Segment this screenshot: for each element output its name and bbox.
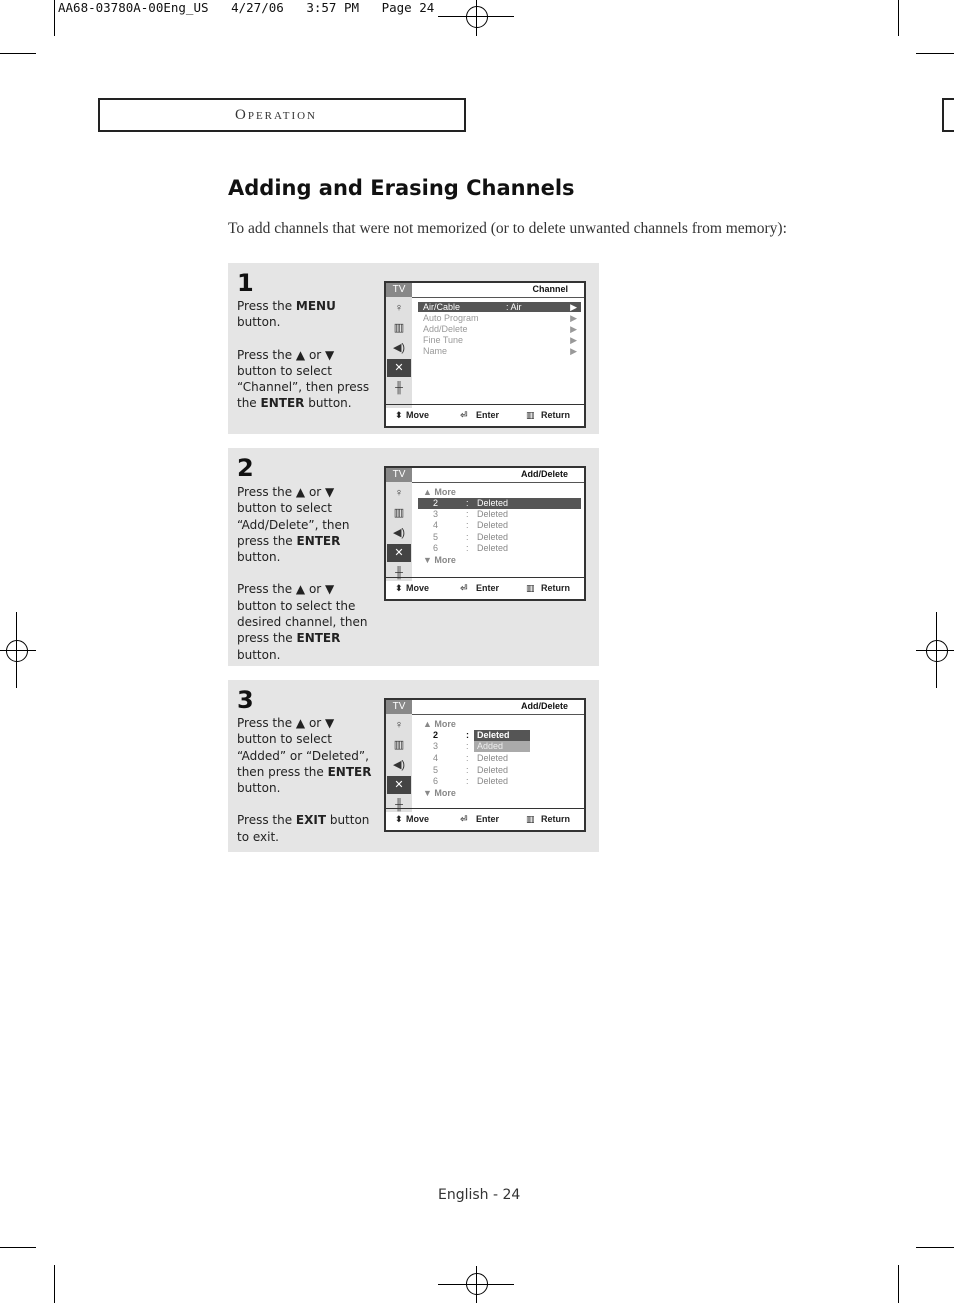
crop-mark [54, 1265, 55, 1303]
channel-row: 3 : Added [418, 741, 581, 752]
sound-icon: ◀) [392, 527, 406, 539]
menu-row-air-cable: Air/Cable : Air ▶ [418, 302, 581, 312]
channel-row: 2 : Deleted [418, 730, 581, 741]
osd-screen-add-delete [384, 466, 586, 601]
move-icon: ⬍ [395, 814, 403, 824]
return-icon: ▥ [526, 583, 535, 593]
setup-icon: ▥ [393, 739, 405, 751]
step-number: 1 [237, 269, 254, 297]
channel-row: 5 : Deleted [433, 532, 509, 542]
step-number: 2 [237, 454, 254, 482]
osd-screen-channel [384, 281, 586, 428]
step-2 [228, 448, 599, 666]
osd-title: Add/Delete [520, 701, 568, 711]
enter-icon: ⏎ [460, 583, 468, 593]
setup-icon: ▥ [393, 322, 405, 334]
menu-row-add-delete: Add/Delete ▶ [423, 324, 577, 334]
step-instructions: Press the MENU button. Press the ▲ or ▼ button to select “Channel”, then press the ENTER button. [237, 299, 370, 411]
picture-icon: ♀ [394, 719, 404, 731]
page-footer: English - 24 [438, 1187, 521, 1203]
crop-mark [898, 0, 899, 36]
sound-icon: ◀) [392, 759, 406, 771]
edge-tab [942, 98, 954, 132]
tv-label: TV [386, 283, 412, 297]
sound-icon: ◀) [392, 342, 406, 354]
step-number: 3 [237, 686, 254, 714]
channel-icon: ✕ [387, 776, 411, 794]
menu-row-auto-program: Auto Program ▶ [423, 313, 577, 323]
registration-mark [926, 640, 948, 662]
crop-mark [916, 53, 954, 54]
crop-mark [916, 1247, 954, 1248]
input-icon: ╫ [395, 567, 403, 579]
step-3 [228, 680, 599, 852]
osd-screen-add-delete-edit [384, 698, 586, 832]
intro-text: To add channels that were not memorized (or to delete unwanted channels from memory): [228, 220, 787, 237]
channel-row: 4 : Deleted [433, 520, 509, 530]
tv-label: TV [386, 700, 412, 714]
section-header [98, 98, 466, 132]
registration-mark [466, 6, 488, 28]
more-up: ▲ More [423, 719, 456, 729]
osd-title: Channel [532, 284, 568, 294]
channel-row: 6 : Deleted [433, 776, 509, 786]
channel-row: 2 : Deleted [418, 498, 581, 509]
osd-footer: ⬍ Move ⏎ Enter ▥ Return [386, 404, 584, 426]
enter-icon: ⏎ [460, 814, 468, 824]
return-icon: ▥ [526, 410, 535, 420]
section-title: Operation [235, 107, 318, 123]
registration-mark [466, 1273, 488, 1295]
page-title: Adding and Erasing Channels [228, 176, 575, 200]
channel-icon: ✕ [387, 359, 411, 377]
more-down: ▼ More [423, 788, 456, 798]
osd-title: Add/Delete [520, 469, 568, 479]
more-up: ▲ More [423, 487, 456, 497]
move-icon: ⬍ [395, 410, 403, 420]
channel-row: 4 : Deleted [433, 753, 509, 763]
osd-sidebar [386, 283, 412, 408]
channel-row: 6 : Deleted [433, 543, 509, 553]
channel-row: 3 : Deleted [433, 509, 509, 519]
crop-mark [0, 53, 36, 54]
crop-mark [0, 1247, 36, 1248]
menu-row-fine-tune: Fine Tune ▶ [423, 335, 577, 345]
crop-mark [898, 1265, 899, 1303]
move-icon: ⬍ [395, 583, 403, 593]
return-icon: ▥ [526, 814, 535, 824]
more-down: ▼ More [423, 555, 456, 565]
step-1 [228, 263, 599, 434]
setup-icon: ▥ [393, 507, 405, 519]
channel-icon: ✕ [387, 544, 411, 562]
step-instructions: Press the ▲ or ▼ button to select “Add/Delete”, then press the ENTER button. Press the ▲ or ▼ button to select the desired channel, then press the ENTER button. [237, 485, 368, 662]
channel-row: 5 : Deleted [433, 765, 509, 775]
input-icon: ╫ [395, 799, 403, 811]
osd-footer: ⬍ Move ⏎ Enter ▥ Return [386, 808, 584, 830]
osd-sidebar [386, 468, 412, 581]
step-instructions: Press the ▲ or ▼ button to select “Added” or “Deleted”, then press the ENTER button. Press the EXIT button to exit. [237, 716, 372, 844]
picture-icon: ♀ [394, 487, 404, 499]
print-slug: AA68-03780A-00Eng_US 4/27/06 3:57 PM Page 24 [58, 0, 435, 15]
osd-sidebar [386, 700, 412, 812]
menu-row-name: Name ▶ [423, 346, 577, 356]
tv-label: TV [386, 468, 412, 482]
input-icon: ╫ [395, 382, 403, 394]
registration-mark [6, 640, 28, 662]
picture-icon: ♀ [394, 302, 404, 314]
osd-footer: ⬍ Move ⏎ Enter ▥ Return [386, 577, 584, 599]
crop-mark [54, 0, 55, 36]
enter-icon: ⏎ [460, 410, 468, 420]
